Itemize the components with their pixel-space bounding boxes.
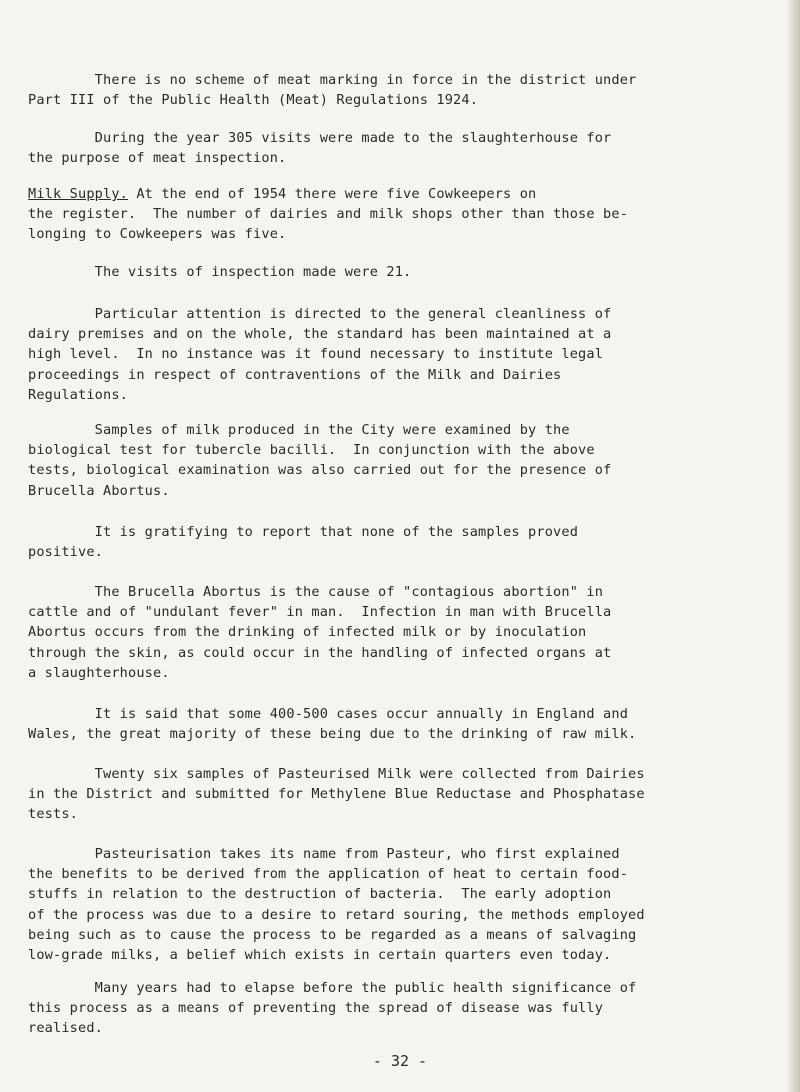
milk-supply-text: At the end of 1954 there were five Cowkeepers on the register. The number of dairies and milk shops other than those be- longing to Cowkeepers was five. (28, 186, 629, 243)
paragraph-inspection-visits: The visits of inspection made were 21. (28, 264, 412, 280)
paragraph-brucella: The Brucella Abortus is the cause of "contagious abortion" in cattle and of "undulant fever" in man. Infection in man with Brucella Abortus occurs from the drinking of infected milk or by inoculation through the skin, as could occur in the handling of infected organs at a slaughterhouse. (28, 584, 612, 681)
paragraph-public-health: Many years had to elapse before the public health significance of this process as a means of preventing the spread of disease was fully realised. (28, 980, 637, 1037)
paragraph-milk-supply (28, 184, 780, 245)
page-number: - 32 - (372, 1052, 428, 1070)
paragraph-pasteurisation: Pasteurisation takes its name from Pasteur, who first explained the benefits to be derived from the application of heat to certain food- stuffs in relation to the destruction of bacteria. The early adoption of the process was due to a desire to retard souring, the methods employed being such as to cause the process to be regarded as a means of salvaging low-grade milks, a belief which exists in certain quarters even today. (28, 846, 645, 964)
page-edge (786, 0, 800, 1092)
paragraph-meat-marking: There is no scheme of meat marking in force in the district under Part III of the Public Health (Meat) Regulations 1924. (28, 72, 637, 109)
paragraph-cleanliness: Particular attention is directed to the general cleanliness of dairy premises and on the whole, the standard has been maintained at a high level. In no instance was it found necessary to institute legal proceedings in respect of contraventions of the Milk and Dairies Regulations. (28, 306, 612, 403)
paragraph-results: It is gratifying to report that none of the samples proved positive. (28, 524, 579, 561)
paragraph-milk-samples: Samples of milk produced in the City were examined by the biological test for tubercle bacilli. In conjunction with the above tests, biological examination was also carried out for the presence of Brucella Abortus. (28, 422, 612, 499)
milk-supply-heading: Milk Supply. (28, 186, 129, 202)
paragraph-slaughterhouse-visits: During the year 305 visits were made to the slaughterhouse for the purpose of meat inspection. (28, 130, 612, 167)
paragraph-pasteurised-samples: Twenty six samples of Pasteurised Milk were collected from Dairies in the District and submitted for Methylene Blue Reductase and Phosphatase tests. (28, 766, 645, 823)
paragraph-cases: It is said that some 400-500 cases occur annually in England and Wales, the great majority of these being due to the drinking of raw milk. (28, 706, 637, 743)
